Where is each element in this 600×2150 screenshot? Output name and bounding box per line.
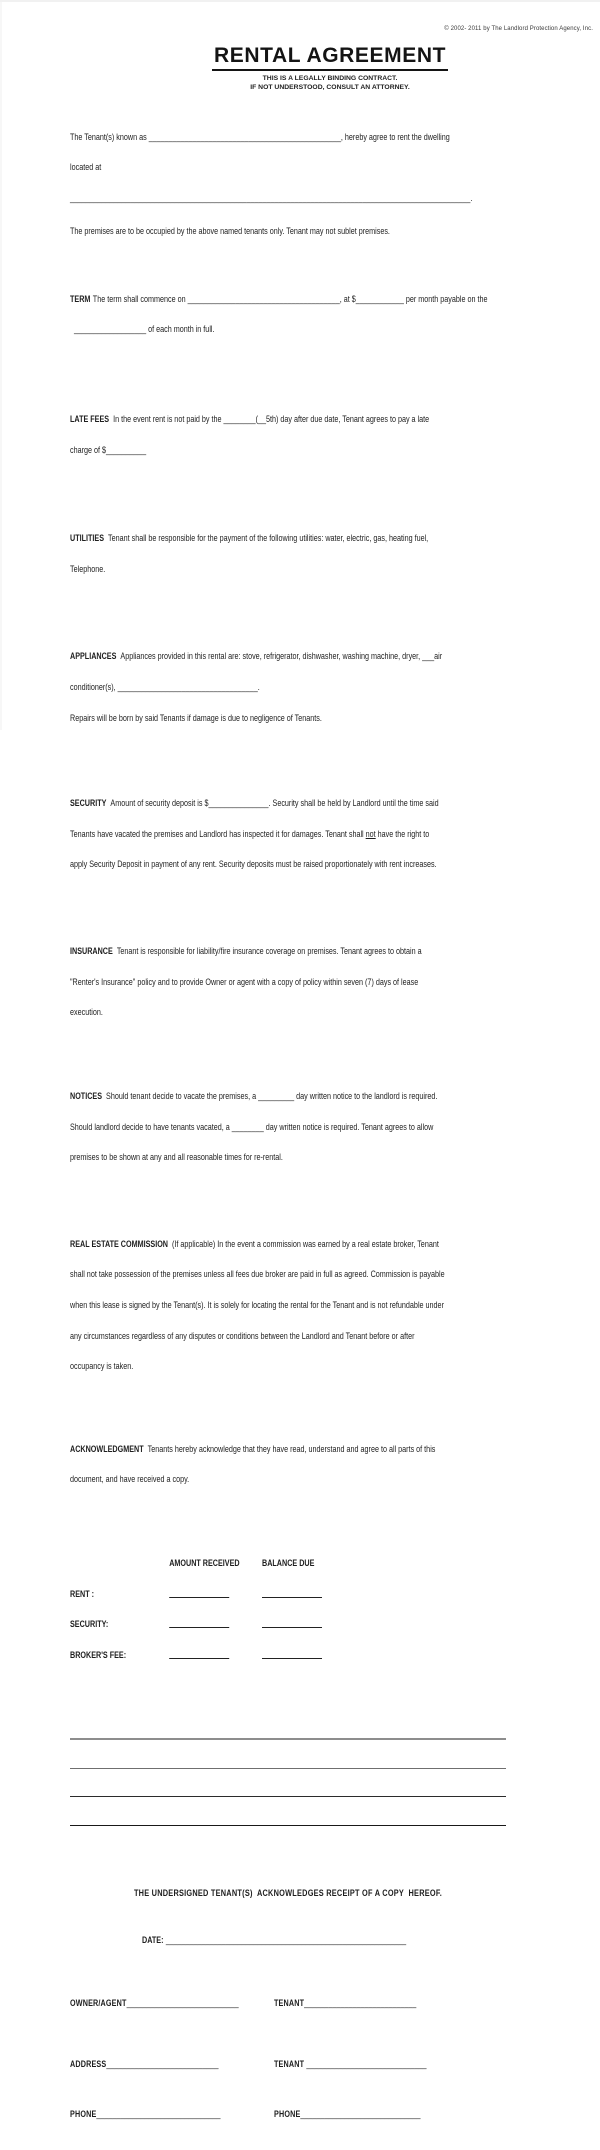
section-line	[70, 1091, 506, 1101]
commission-text-3: when this lease is signed by the Tenant(s). It is solely for locating the rental for the Tenant and is not refundable under	[70, 1299, 444, 1310]
tenant-blank: ______________________________	[306, 2059, 427, 2070]
commission-text: (If applicable) In the event a commission was earned by a real estate broker, Tenant	[172, 1238, 439, 1249]
owner-agent-field	[70, 1998, 274, 2008]
blank-line	[70, 1738, 506, 1740]
insurance-text-2: "Renter's Insurance" policy and to provide Owner or agent with a copy of policy within seven (7) days of lease	[70, 976, 419, 987]
commission-text-5: occupancy is taken.	[70, 1361, 134, 1372]
commission-text-2: shall not take possession of the premises unless all fees due broker are paid in full as agreed. Commission is payable	[70, 1269, 445, 1280]
section-label-notices: NOTICES	[70, 1090, 103, 1101]
notices-text-3: premises to be shown at any and all reasonable times for re-rental.	[70, 1152, 283, 1163]
section-appliances	[70, 631, 506, 743]
payment-table-header	[70, 1558, 506, 1568]
section-line	[70, 294, 506, 304]
amount-received-cell	[169, 1619, 262, 1629]
amount-received-cell	[169, 1650, 262, 1660]
row-label-brokers-fee: BROKER'S FEE:	[70, 1649, 127, 1660]
date-label: DATE:	[142, 1935, 164, 1946]
security-text-2b: have the right to	[375, 828, 430, 839]
phone-field	[70, 2109, 274, 2119]
date-blank: ____________________________________________________________	[165, 1935, 407, 1946]
tenant-label: TENANT	[274, 1998, 305, 2009]
intro-line-1: The Tenant(s) known as ________________________________________________, hereby agree to rent the dwelling	[70, 131, 450, 142]
section-real-estate-commission	[70, 1218, 506, 1391]
section-acknowledgment	[70, 1423, 506, 1505]
balance-due-cell	[262, 1619, 506, 1629]
utilities-text: Tenant shall be responsible for the payment of the following utilities: water, electric, gas, heating fuel,	[108, 533, 429, 544]
section-late-fees	[70, 393, 506, 475]
section-security	[70, 778, 506, 890]
section-line	[70, 651, 506, 661]
subtitle-line-2: IF NOT UNDERSTOOD, CONSULT AN ATTORNEY.	[250, 84, 410, 91]
notices-text-2: Should landlord decide to have tenants vacated, a ________ day written notice is required. Tenant agrees to allow	[70, 1121, 434, 1132]
commission-text-4: any circumstances regardless of any disputes or conditions between the Landlord and Tenant before or after	[70, 1330, 415, 1341]
address-blank: ____________________________	[106, 2059, 219, 2070]
security-text-3: apply Security Deposit in payment of any rent. Security deposits must be raised proportionately with rent increases.	[70, 859, 437, 870]
phone-blank: _______________________________	[96, 2108, 221, 2119]
late-fees-text: In the event rent is not paid by the ________(__5th) day after due date, Tenant agrees to pay a late	[113, 413, 430, 424]
section-term	[70, 273, 506, 355]
section-label-insurance: INSURANCE	[70, 946, 113, 957]
section-line	[70, 1239, 506, 1249]
section-label-commission: REAL ESTATE COMMISSION	[70, 1238, 169, 1249]
section-label-security: SECURITY	[70, 798, 107, 809]
tenant-label: TENANT	[274, 2059, 307, 2070]
intro-line-2: located at	[70, 162, 102, 173]
document-body	[70, 101, 506, 2150]
phone-label: PHONE	[274, 2108, 301, 2119]
appliances-text: Appliances provided in this rental are: stove, refrigerator, dishwasher, washing machine, dryer, ___air	[120, 651, 443, 662]
term-text-2: __________________ of each month in full.	[74, 324, 215, 335]
blank-line	[70, 1768, 506, 1769]
phone-field	[274, 2109, 506, 2119]
amount-received-blank	[169, 1650, 229, 1659]
section-utilities	[70, 513, 506, 595]
balance-due-cell	[262, 1589, 506, 1599]
signature-row-owner-tenant	[70, 1998, 506, 2008]
security-text: Amount of security deposit is $_______________. Security shall be held by Landlord until the time said	[110, 798, 439, 809]
tenant-blank: ____________________________	[304, 1998, 417, 2009]
payment-row-rent	[70, 1589, 506, 1599]
date-line	[142, 1935, 506, 1945]
receipt-statement: THE UNDERSIGNED TENANT(S) ACKNOWLEDGES RECEIPT OF A COPY HEREOF.	[133, 1887, 443, 1898]
row-label-rent: RENT :	[70, 1588, 94, 1599]
row-label-security: SECURITY:	[70, 1619, 109, 1630]
acknowledgment-text: Tenants hereby acknowledge that they have read, understand and agree to all parts of this	[147, 1443, 436, 1454]
section-label-late-fees: LATE FEES	[70, 413, 110, 424]
balance-due-blank	[262, 1650, 322, 1659]
address-label: ADDRESS	[70, 2059, 107, 2070]
security-text-2a: Tenants have vacated the premises and Landlord has inspected it for damages. Tenant shall	[70, 828, 366, 839]
notices-text: Should tenant decide to vacate the premises, a _________ day written notice to the landlord is required.	[106, 1090, 438, 1101]
address-field	[70, 2059, 274, 2069]
phone-label: PHONE	[70, 2108, 97, 2119]
payment-table-header-spacer	[70, 1558, 169, 1568]
blank-line	[70, 1796, 506, 1797]
section-line	[70, 1444, 506, 1454]
late-fees-text-2: charge of $__________	[70, 444, 147, 455]
acknowledgment-text-2: document, and have received a copy.	[70, 1474, 190, 1485]
subtitle-line-1: THIS IS A LEGALLY BINDING CONTRACT.	[262, 75, 398, 82]
section-label-term: TERM	[70, 293, 91, 304]
tenant-field	[274, 1998, 506, 2008]
owner-agent-blank: ____________________________	[126, 1998, 239, 2009]
intro-address-blank: ____________________________________________________________________________________________________.	[70, 192, 473, 203]
payment-table	[70, 1538, 506, 1681]
page-title: RENTAL AGREEMENT	[212, 44, 448, 71]
section-label-appliances: APPLIANCES	[70, 651, 117, 662]
term-text: The term shall commence on ______________________________________, at $____________ per month payable on the	[92, 293, 488, 304]
balance-due-cell	[262, 1650, 506, 1660]
section-label-utilities: UTILITIES	[70, 533, 104, 544]
amount-received-blank	[169, 1589, 229, 1598]
security-not-underlined: not	[365, 828, 376, 839]
section-insurance	[70, 926, 506, 1038]
payment-row-security	[70, 1619, 506, 1629]
notes-blank-lines	[70, 1711, 506, 1846]
section-line	[70, 798, 506, 808]
section-line	[70, 533, 506, 543]
appliances-text-2: conditioner(s), ___________________________________.	[70, 681, 260, 692]
appliances-text-3: Repairs will be born by said Tenants if damage is due to negligence of Tenants.	[70, 712, 322, 723]
tenant-field	[274, 2059, 506, 2069]
signature-row-address-tenant	[70, 2059, 506, 2069]
copyright-line: © 2002- 2011 by The Landlord Protection Agency, Inc.	[444, 26, 593, 32]
signature-row-phone-phone	[70, 2109, 506, 2119]
amount-received-blank	[169, 1619, 229, 1628]
insurance-text-3: execution.	[70, 1007, 103, 1018]
payment-row-brokers-fee	[70, 1650, 506, 1660]
phone-blank: ______________________________	[300, 2108, 421, 2119]
section-line	[70, 946, 506, 956]
security-text-2	[70, 829, 506, 839]
column-header-balance-due: BALANCE DUE	[262, 1558, 315, 1569]
utilities-text-2: Telephone.	[70, 563, 106, 574]
column-header-amount-received: AMOUNT RECEIVED	[169, 1558, 240, 1569]
section-label-acknowledgment: ACKNOWLEDGMENT	[70, 1443, 144, 1454]
balance-due-blank	[262, 1589, 322, 1598]
occupancy-clause: The premises are to be occupied by the above named tenants only. Tenant may not sublet premises.	[70, 226, 390, 237]
section-line	[70, 414, 506, 424]
owner-agent-label: OWNER/AGENT	[70, 1998, 127, 2009]
amount-received-cell	[169, 1589, 262, 1599]
balance-due-blank	[262, 1619, 322, 1628]
insurance-text: Tenant is responsible for liability/fire insurance coverage on premises. Tenant agrees to obtain a	[116, 946, 422, 957]
section-notices	[70, 1070, 506, 1182]
blank-line	[70, 1825, 506, 1826]
document-header	[70, 44, 590, 92]
